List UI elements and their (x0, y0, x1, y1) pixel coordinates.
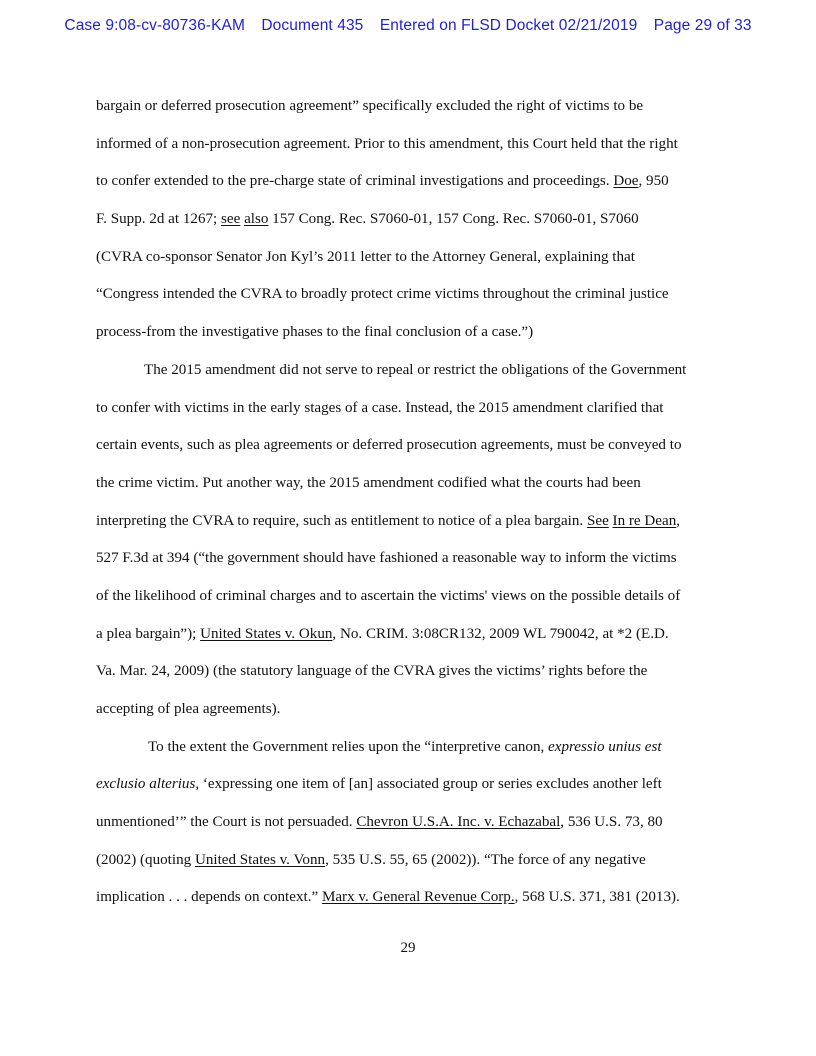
signal-see: See (586, 512, 609, 529)
text-line (96, 659, 720, 697)
text-line (96, 772, 720, 810)
text-run: the crime victim. Put another way, the 2015 amendment codified what the courts had been (96, 474, 641, 491)
text-line (96, 622, 720, 660)
text-line (96, 245, 720, 283)
page-number: 29 (400, 940, 416, 956)
text-run: accepting of plea agreements). (96, 701, 281, 717)
citation-okun: United States v. Okun (200, 625, 333, 642)
text-run: 527 F.3d at 394 (“the government should have fashioned a reasonable way to inform the victims (96, 550, 677, 567)
text-run: , ‘expressing one item of [an] associated group or series excludes another left (195, 776, 662, 793)
latin-phrase: expressio unius est (548, 738, 662, 755)
text-run: unmentioned’” the Court is not persuaded. (96, 814, 357, 831)
text-line (96, 584, 720, 622)
text-run: , 568 U.S. 371, 381 (2013). (514, 889, 680, 906)
text-run: certain events, such as plea agreements or deferred prosecution agreements, must be conveyed to (96, 437, 682, 454)
text-run: “Congress intended the CVRA to broadly protect crime victims throughout the criminal justice (96, 286, 669, 303)
text-run: , (676, 512, 681, 529)
docket-header (0, 17, 816, 35)
citation-chevron: Chevron U.S.A. Inc. v. Echazabal (356, 814, 561, 831)
text-line (96, 546, 720, 584)
text-run: , 950 (638, 173, 669, 190)
signal-also: also (244, 211, 269, 228)
text-run: , 536 U.S. 73, 80 (560, 814, 663, 831)
text-line (96, 132, 720, 170)
text-run: (2002) (quoting (96, 851, 195, 868)
paragraph-start (96, 358, 720, 396)
text-run: bargain or deferred prosecution agreement” specifically excluded the right of victims to be (96, 98, 644, 114)
header-page-count: Page 29 of 33 (653, 17, 752, 34)
citation-doe: Doe (613, 173, 639, 190)
text-run: a plea bargain”); (96, 625, 201, 642)
text-line (96, 207, 720, 245)
text-run: , No. CRIM. 3:08CR132, 2009 WL 790042, at *2 (E.D. (332, 625, 669, 642)
text-run: to confer with victims in the early stages of a case. Instead, the 2015 amendment clarified that (96, 399, 664, 416)
text-line (96, 848, 720, 886)
citation-marx: Marx v. General Revenue Corp. (321, 889, 515, 906)
header-document-number: Document 435 (261, 17, 364, 34)
text-line (96, 282, 720, 320)
header-case-number: Case 9:08-cv-80736-KAM (64, 17, 245, 34)
text-line (96, 810, 720, 848)
text-run: implication . . . depends on context.” (96, 889, 322, 906)
text-run: F. Supp. 2d at 1267; (96, 211, 222, 228)
text-run: The 2015 amendment did not serve to repeal or restrict the obligations of the Government (144, 361, 687, 378)
text-line (96, 885, 720, 923)
header-entered-date: Entered on FLSD Docket 02/21/2019 (379, 17, 638, 34)
text-line (96, 94, 720, 132)
text-run: interpreting the CVRA to require, such as entitlement to notice of a plea bargain. (96, 512, 587, 529)
citation-in-re-dean: In re Dean (612, 512, 677, 529)
text-run: informed of a non-prosecution agreement. Prior to this amendment, this Court held that the right (96, 135, 678, 152)
opinion-body (96, 94, 720, 923)
text-line (96, 320, 720, 358)
text-line (96, 169, 720, 207)
text-run: To the extent the Government relies upon the “interpretive canon, (148, 738, 549, 755)
text-line (96, 509, 720, 547)
latin-phrase: exclusio alterius (96, 776, 196, 793)
text-run: , 535 U.S. 55, 65 (2002)). “The force of any negative (325, 851, 646, 868)
text-line (96, 471, 720, 509)
citation-vonn: United States v. Vonn (194, 851, 326, 868)
text-run: (CVRA co-sponsor Senator Jon Kyl’s 2011 letter to the Attorney General, explaining that (96, 248, 635, 265)
text-run: Va. Mar. 24, 2009) (the statutory language of the CVRA gives the victims’ rights before the (96, 663, 648, 680)
text-line (96, 433, 720, 471)
signal-see: see (221, 211, 241, 228)
paragraph-start (96, 735, 720, 773)
text-run: to confer extended to the pre-charge state of criminal investigations and proceedings. (96, 173, 614, 190)
text-line (96, 697, 720, 735)
text-run: process-from the investigative phases to the final conclusion of a case.”) (96, 324, 534, 341)
text-run: of the likelihood of criminal charges and to ascertain the victims' views on the possible details of (96, 587, 681, 604)
text-line (96, 396, 720, 434)
text-run: 157 Cong. Rec. S7060-01, 157 Cong. Rec. S7060-01, S7060 (268, 211, 639, 228)
